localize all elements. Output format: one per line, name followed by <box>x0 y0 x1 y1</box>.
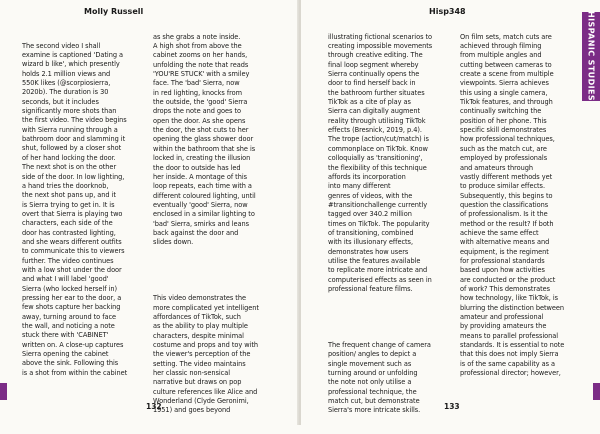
left-page <box>0 0 299 425</box>
text-line: through creative editing. The <box>328 51 423 60</box>
paragraph <box>153 294 283 415</box>
text-line: holds 2.1 million views and <box>22 69 111 78</box>
text-line: specific skill demonstrates <box>460 126 547 135</box>
corner-marker-right <box>593 383 600 400</box>
text-line: Sierra opening the cabinet <box>22 350 109 359</box>
text-line: and she wears different outfits <box>22 237 122 246</box>
text-line: turning around or unfolding <box>328 369 418 378</box>
text-line: vastly different methods yet <box>460 172 553 181</box>
text-line: this using a single camera, <box>460 88 548 97</box>
text-line: effects (Bresnick, 2019, p.4). <box>328 126 422 135</box>
text-line: achieved through filming <box>460 42 542 51</box>
text-line: create a scene from multiple <box>460 70 554 79</box>
text-line: away, turning around to face <box>22 312 117 321</box>
text-line: computerised effects as seen in <box>328 275 432 284</box>
text-line: wizard b like', which presently <box>22 60 120 69</box>
text-line: means to parallel professional <box>460 331 559 340</box>
text-line: employed by professionals <box>460 154 548 163</box>
text-line: 550K likes (@scorpiosierra, <box>22 79 111 88</box>
text-line: position/ angles to depict a <box>328 350 417 359</box>
left-column-2 <box>153 14 283 434</box>
text-line: blurring the distinction between <box>460 303 565 312</box>
corner-marker-left <box>0 383 7 400</box>
text-line: written on. A close-up captures <box>22 340 124 349</box>
page-header-code: Hisp348 <box>429 7 466 16</box>
text-line: shut, followed by a closer shot <box>22 144 122 153</box>
text-line: with alternative means and <box>460 238 550 247</box>
text-line: as the ability to play multiple <box>153 322 248 331</box>
text-line: 1951) and goes beyond <box>153 406 231 415</box>
text-line: 2020b). The duration is 30 <box>22 88 109 97</box>
text-line: based upon how activities <box>460 266 545 275</box>
text-line: characters, each side of the <box>22 219 113 228</box>
text-line: further. The video continues <box>22 256 114 265</box>
paragraph <box>328 33 454 295</box>
right-column-2 <box>460 14 585 397</box>
text-line: is of the same capability as a <box>460 359 556 368</box>
paragraph <box>328 341 454 416</box>
page-header-author: Molly Russell <box>84 7 144 16</box>
text-line: TikTok features, and through <box>460 98 553 107</box>
text-line: Wonderland (Clyde Geronimi, <box>153 397 249 406</box>
text-line: colloquially as 'transitioning', <box>328 154 423 163</box>
text-line: the first video. The video begins <box>22 116 127 125</box>
text-line: the viewer's perception of the <box>153 350 251 359</box>
text-line: The frequent change of camera <box>328 341 431 350</box>
text-line: significantly more shots than <box>22 107 117 116</box>
text-line: her classic non-sensical <box>153 369 230 378</box>
paragraph <box>22 42 148 378</box>
text-line: how technology, like TikTok, is <box>460 294 559 303</box>
text-line: overt that Sierra is playing two <box>22 209 123 218</box>
text-line: reality through utilising TikTok <box>328 116 426 125</box>
text-line: into many different <box>328 182 391 191</box>
text-line: of her hand locking the door. <box>22 153 116 162</box>
text-line: the door, the shot cuts to her <box>153 126 249 135</box>
text-line: side of the door. In low lighting, <box>22 172 125 181</box>
text-line: door to find herself back in <box>328 79 416 88</box>
text-line: Sierra's more intricate skills. <box>328 406 421 415</box>
text-line: cabinet zooms on her hands, <box>153 51 248 60</box>
right-column-1 <box>328 14 454 434</box>
text-line: On film sets, match cuts are <box>460 32 552 41</box>
text-line: by providing amateurs the <box>460 322 547 331</box>
text-line: genres of videos, with the <box>328 191 413 200</box>
text-line: in red lighting, knocks from <box>153 88 242 97</box>
text-line: 'YOU'RE STUCK' with a smiley <box>153 70 250 79</box>
left-column-1 <box>22 23 148 397</box>
text-line: final loop segment whereby <box>328 60 419 69</box>
text-line: with a low shot under the door <box>22 265 122 274</box>
text-line: the note not only utilise a <box>328 378 412 387</box>
text-line: to replicate more intricate and <box>328 266 428 275</box>
text-line: from multiple angles and <box>460 51 542 60</box>
text-line: drops the note and goes to <box>153 107 241 116</box>
text-line: culture references like Alice and <box>153 387 258 396</box>
text-line: with Sierra running through a <box>22 125 118 134</box>
text-line: slides down. <box>153 238 194 247</box>
text-line: different coloured lighting, until <box>153 191 256 200</box>
text-line: above the sink. Following this <box>22 359 119 368</box>
text-line: back against the door and <box>153 228 239 237</box>
text-line: a hand tries the doorknob, <box>22 181 109 190</box>
text-line: amateur and professional <box>460 313 544 321</box>
text-line: how professional techniques, <box>460 135 555 144</box>
text-line: loop repeats, each time with a <box>153 182 252 191</box>
text-line: enclosed in a similar lighting to <box>153 210 255 219</box>
text-line: The second video I shall <box>22 41 101 50</box>
text-line: open the door. As she opens <box>153 116 246 125</box>
text-line: illustrating fictional scenarios to <box>328 32 433 41</box>
text-line: achieve the same effect <box>460 228 539 237</box>
text-line: A high shot from above the <box>153 42 242 51</box>
text-line: equipment, is the regiment <box>460 247 549 256</box>
text-line: the flexibility of this technique <box>328 163 427 172</box>
text-line: of professionalism. Is it the <box>460 210 548 219</box>
text-line: with its illusionary effects, <box>328 238 413 247</box>
text-line: match cut, but demonstrate <box>328 397 420 406</box>
text-line: for professional standards <box>460 256 545 265</box>
paragraph <box>153 33 283 248</box>
text-line: tagged over 340.2 million <box>328 210 412 219</box>
text-line: pressing her ear to the door, a <box>22 293 122 302</box>
text-line: demonstrates how users <box>328 247 409 256</box>
text-line: face. The 'bad' Sierra, now <box>153 79 240 88</box>
text-line: examine is captioned 'Dating a <box>22 51 124 60</box>
text-line: more complicated yet intelligent <box>153 303 259 312</box>
text-line: costume and props and toy with <box>153 341 259 350</box>
text-line: The next shot is on the other <box>22 163 117 172</box>
paragraph <box>460 33 585 379</box>
text-line: method or the result? If both <box>460 219 554 228</box>
page-number-left: 132 <box>146 402 162 411</box>
text-line: single movement such as <box>328 359 412 368</box>
section-tab-label: HISPANIC STUDIES <box>586 10 596 102</box>
text-line: her inside. A montage of this <box>153 172 247 181</box>
text-line: and amateurs through <box>460 163 533 172</box>
text-line: Subsequently, this begins to <box>460 191 553 200</box>
text-line: as she grabs a note inside. <box>153 32 241 41</box>
text-line: The trope (action/cut/match) is <box>328 135 429 144</box>
text-line: door has contrasted lighting, <box>22 228 116 237</box>
text-line: that this does not imply Sierra <box>460 350 559 359</box>
text-line: viewpoints. Sierra achieves <box>460 79 549 88</box>
text-line: seconds, but it includes <box>22 97 99 106</box>
text-line: professional director; however, <box>460 369 561 378</box>
text-line: is Sierra trying to get in. It is <box>22 200 115 209</box>
text-line: utilise the features available <box>328 256 421 265</box>
text-line: Sierra continually opens the <box>328 70 420 79</box>
section-tab <box>582 12 600 101</box>
text-line: unfolding the note that reads <box>153 60 249 69</box>
text-line: TikTok as a cite of play as <box>328 98 411 107</box>
text-line: question the classifications <box>460 200 549 209</box>
text-line: narrative but draws on pop <box>153 378 242 387</box>
text-line: affordances of TikTok, such <box>153 313 241 321</box>
text-line: commonplace on TikTok. Know <box>328 144 428 153</box>
text-line: locked in, creating the illusion <box>153 154 251 163</box>
text-line: This video demonstrates the <box>153 294 246 303</box>
text-line: to produce similar effects. <box>460 182 545 191</box>
text-line: bathroom door and slamming it <box>22 135 126 144</box>
text-line: characters, despite minimal <box>153 331 244 340</box>
text-line: standards. It is essential to note <box>460 341 565 350</box>
text-line: the door to outside has led <box>153 163 241 172</box>
text-line: professional technique, the <box>328 387 417 396</box>
text-line: to communicate this to viewers <box>22 247 125 256</box>
text-line: Sierra can digitally augment <box>328 107 421 116</box>
text-line: position of her phone. This <box>460 116 547 125</box>
text-line: Sierra (who locked herself in) <box>22 284 117 293</box>
text-line: creating impossible movements <box>328 42 433 51</box>
text-line: cutting between cameras to <box>460 60 552 69</box>
text-line: stuck there with 'CABINET' <box>22 331 109 340</box>
text-line: the next shot pans up, and it <box>22 191 116 200</box>
text-line: 'bad' Sierra, smirks and leans <box>153 219 250 228</box>
text-line: affords its incorporation <box>328 172 406 181</box>
text-line: professional feature films. <box>328 284 413 293</box>
text-line: such as the match cut, are <box>460 144 547 153</box>
text-line: and what I will label 'good' <box>22 275 109 284</box>
text-line: few shots capture her backing <box>22 303 121 312</box>
right-page <box>301 0 600 425</box>
text-line: the outside, the 'good' Sierra <box>153 98 248 107</box>
text-line: is a shot from within the cabinet <box>22 368 128 377</box>
text-line: are conducted or the product <box>460 275 556 284</box>
text-line: opening the glass shower door <box>153 135 254 144</box>
text-line: eventually 'good' Sierra, now <box>153 200 248 209</box>
text-line: setting. The video maintains <box>153 359 246 368</box>
text-line: #transitionchallenge currently <box>328 200 428 209</box>
text-line: of transitioning, combined <box>328 228 414 237</box>
text-line: within the bathroom that she is <box>153 144 256 153</box>
text-line: continually switching the <box>460 107 542 116</box>
text-line: times on TikTok. The popularity <box>328 219 430 228</box>
page-number-right: 133 <box>444 402 460 411</box>
text-line: the bathroom further situates <box>328 88 425 97</box>
text-line: of work? This demonstrates <box>460 284 551 293</box>
text-line: the wall, and noticing a note <box>22 322 115 330</box>
